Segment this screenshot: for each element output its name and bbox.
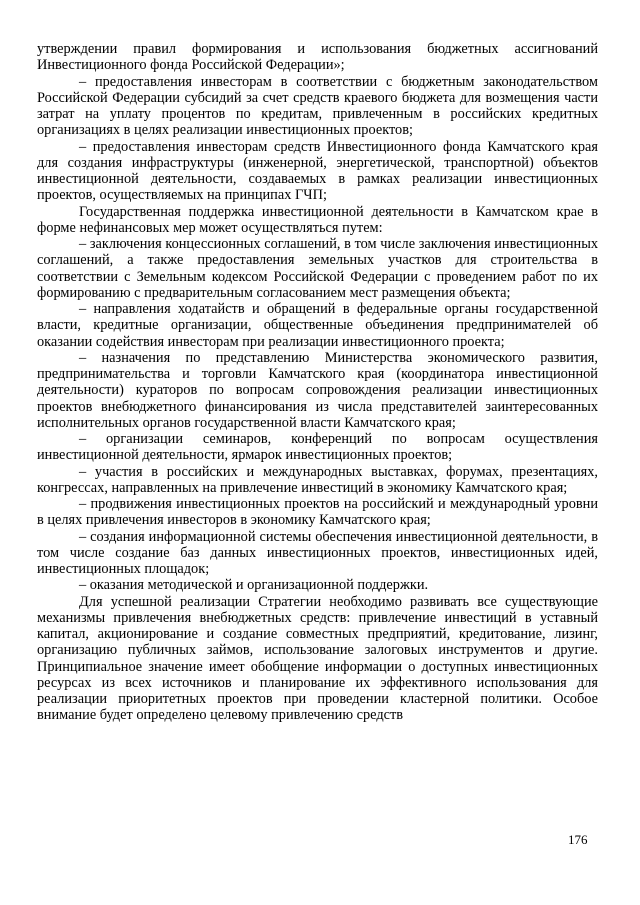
list-item-methodological-support: – оказания методической и организационной поддержки. [79, 577, 429, 594]
list-item-exhibitions: – участия в российских и международных выставках, форумах, презентациях, конгрессах, направленных на привлечение инвестиций в экономику Камчатского края; [37, 463, 598, 496]
list-item-investment-fund: – предоставления инвесторам средств Инвестиционного фонда Камчатского края для создания инфраструктуры (инженерной, энергетической, транспортной) объектов инвестиционной деятельности, создаваемых в рамках реализации инвестиционных проектов, осуществляемых на принципах ГЧП; [37, 138, 598, 204]
page-number: 176 [568, 832, 588, 847]
list-item-promotion: – продвижения инвестиционных проектов на российский и международный уровни в целях привлечения инвесторов в экономику Камчатского края; [37, 496, 598, 529]
document-page [37, 41, 598, 724]
paragraph-strategy-mechanisms: Для успешной реализации Стратегии необходимо развивать все существующие механизмы привлечения внебюджетных средств: привлечение инвестиций в уставный капитал, акционирование и создание совместных предприятий, кредитование, лизинг, организацию публичных займов, использование залоговых инструментов и другие. Принципиальное значение имеет обобщение информации о доступных инвестиционных ресурсах из всех источников и планирование их эффективного использования для реализации приоритетных проектов при проведении кластерной политики. Особое внимание будет определено целевому привлечению средств [37, 593, 598, 724]
list-item-petitions: – направления ходатайств и обращений в федеральные органы государственной власти, кредитные организации, общественные объединения предпринимателей об оказании содействия инвесторам при реализации инвестиционного проекта; [37, 301, 598, 350]
paragraph-continuation: утверждении правил формирования и использования бюджетных ассигнований Инвестиционного фонда Российской Федерации»; [37, 41, 598, 74]
list-item-information-system: – создания информационной системы обеспечения инвестиционной деятельности, в том числе создание баз данных инвестиционных проектов, инвестиционных идей, инвестиционных площадок; [37, 528, 598, 577]
list-item-curators: – назначения по представлению Министерства экономического развития, предпринимательства и торговли Камчатского края (координатора инвестиционной деятельности) кураторов по вопросам сопровождения реализации инвестиционных проектов внебюджетного финансирования из числа представителей заинтересованных исполнительных органов государственной власти Камчатского края; [37, 349, 598, 431]
list-item-concession-agreements: – заключения концессионных соглашений, в том числе заключения инвестиционных соглашений, а также предоставления земельных участков для строительства в соответствии с Земельным кодексом Российской Федерации с проведением работ по их формированию с предварительным согласованием мест размещения объекта; [37, 236, 598, 301]
list-item-seminars: – организации семинаров, конференций по вопросам осуществления инвестиционной деятельности, ярмарок инвестиционных проектов; [37, 431, 598, 464]
paragraph-nonfinancial-support: Государственная поддержка инвестиционной деятельности в Камчатском крае в форме нефинансовых мер может осуществляться путем: [37, 203, 598, 236]
list-item-subsidies: – предоставления инвесторам в соответствии с бюджетным законодательством Российской Федерации субсидий за счет средств краевого бюджета для возмещения части затрат на уплату процентов по кредитам, привлеченным в российских кредитных организациях в целях реализации инвестиционных проектов; [37, 73, 598, 139]
